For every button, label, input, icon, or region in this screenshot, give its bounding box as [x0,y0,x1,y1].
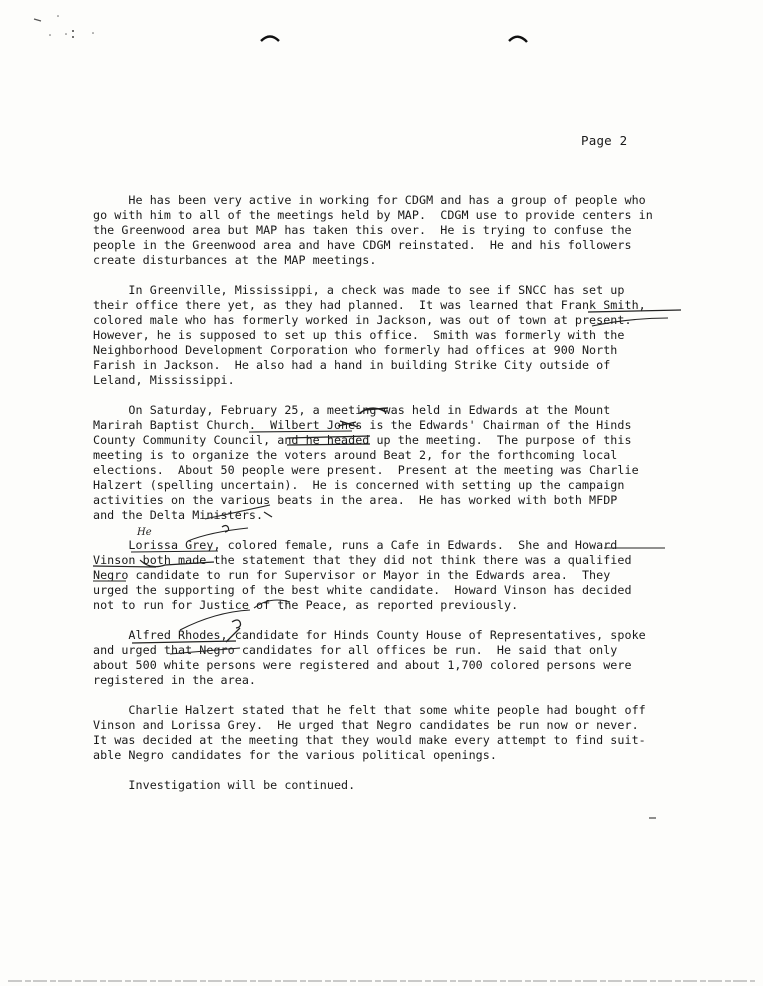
text-line: Vinson and Lorissa Grey. He urged that Negro candidates be run now or never. [93,718,639,732]
text-line: create disturbances at the MAP meetings. [93,253,377,267]
text-line: able Negro candidates for the various political openings. [93,748,497,762]
text-line: Lorissa Grey, colored female, runs a Cafe in Edwards. She and Howard [93,538,618,552]
scan-artifact-marks [0,0,763,60]
paragraph [93,193,693,268]
paragraph [93,283,693,388]
text-line: not to run for Justice of the Peace, as reported previously. [93,598,519,612]
page-number: Page 2 [581,133,628,148]
text-line: elections. About 50 people were present. Present at the meeting was Charlie [93,463,639,477]
text-line: It was decided at the meeting that they would make every attempt to find suit- [93,733,646,747]
text-line: Halzert (spelling uncertain). He is concerned with setting up the campaign [93,478,625,492]
text-line: However, he is supposed to set up this office. Smith was formerly with the [93,328,625,342]
text-line: Charlie Halzert stated that he felt that some white people had bought off [93,703,646,717]
text-line: their office there yet, as they had planned. It was learned that Frank Smith, [93,298,646,312]
text-line: Farish in Jackson. He also had a hand in building Strike City outside of [93,358,611,372]
text-line: about 500 white persons were registered and about 1,700 colored persons were [93,658,632,672]
text-line: Negro candidate to run for Supervisor or Mayor in the Edwards area. They [93,568,611,582]
paragraph [93,628,693,688]
text-line: Vinson both made the statement that they did not think there was a qualified [93,553,632,567]
closing-line: Investigation will be continued. [93,778,356,792]
text-line: go with him to all of the meetings held by MAP. CDGM use to provide centers in [93,208,653,222]
text-line: Neighborhood Development Corporation who formerly had offices at 900 North [93,343,618,357]
text-line: registered in the area. [93,673,256,687]
scan-bottom-edge [0,980,763,982]
text-line: County Community Council, and he headed up the meeting. The purpose of this [93,433,632,447]
paragraph [93,703,693,763]
text-line: urged the supporting of the best white candidate. Howard Vinson has decided [93,583,632,597]
paragraph [93,403,693,523]
text-line: Alfred Rhodes, candidate for Hinds County House of Representatives, spoke [93,628,646,642]
text-line: In Greenville, Mississippi, a check was made to see if SNCC has set up [93,283,625,297]
text-line: and the Delta Ministers. [93,508,264,522]
text-line: He has been very active in working for CDGM and has a group of people who [93,193,646,207]
document-body [93,193,693,793]
text-line: Marirah Baptist Church. Wilbert Jones is the Edwards' Chairman of the Hinds [93,418,632,432]
text-line: activities on the various beats in the area. He has worked with both MFDP [93,493,618,507]
text-line: and urged that Negro candidates for all offices be run. He said that only [93,643,618,657]
text-line: Leland, Mississippi. [93,373,235,387]
paragraph [93,538,693,613]
text-line: On Saturday, February 25, a meeting was held in Edwards at the Mount [93,403,611,417]
text-line: colored male who has formerly worked in Jackson, was out of town at present. [93,313,632,327]
text-line: people in the Greenwood area and have CDGM reinstated. He and his followers [93,238,632,252]
text-line: the Greenwood area but MAP has taken this over. He is trying to confuse the [93,223,632,237]
text-line: meeting is to organize the voters around Beat 2, for the forthcoming local [93,448,618,462]
handwritten-note: He [137,527,152,538]
